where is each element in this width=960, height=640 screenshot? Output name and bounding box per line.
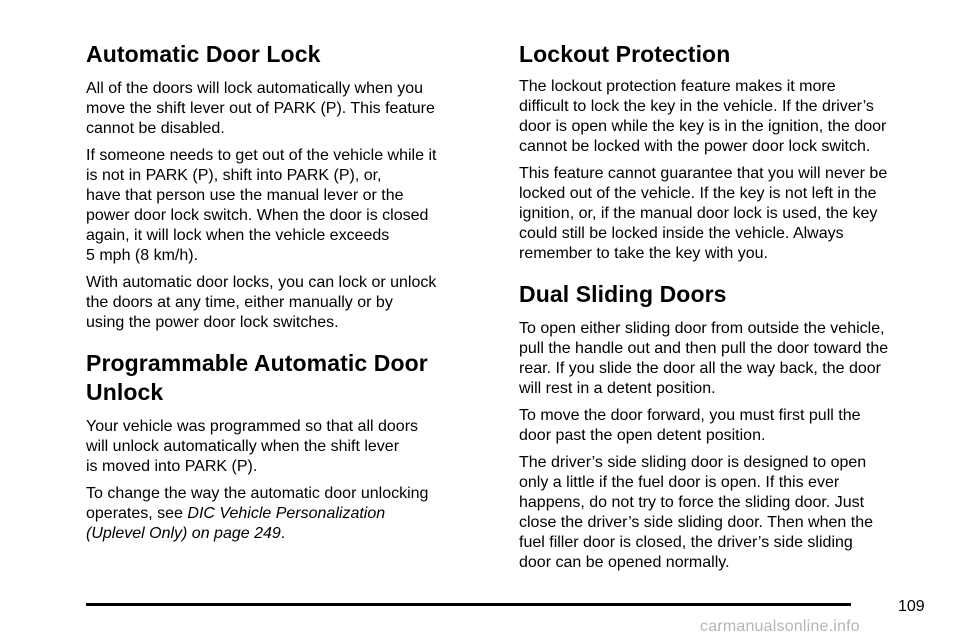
heading-line: Unlock [86,379,164,405]
text-line: With automatic door locks, you can lock or unlock [86,274,437,291]
paragraph [86,273,496,333]
text-line: locked out of the vehicle. If the key is not left in the [519,185,877,202]
heading-lockout-protection: Lockout Protection [519,41,731,67]
paragraph [519,77,931,157]
text-line: cannot be disabled. [86,120,225,137]
text-line: difficult to lock the key in the vehicle. If the driver’s [519,98,874,115]
text-line: door past the open detent position. [519,427,766,444]
page-number: 109 [898,598,925,615]
heading-automatic-door-lock: Automatic Door Lock [86,41,321,67]
text-line [86,524,496,544]
paragraph [86,146,496,266]
right-column [519,40,931,580]
footer-divider [86,603,851,606]
text-line: This feature cannot guarantee that you will never be [519,165,888,182]
text-line: door is open while the key is in the ignition, the door [519,118,887,135]
text-fragment: operates, see [86,505,188,522]
text-line: 5 mph (8 km/h). [86,247,199,264]
text-line: could still be locked inside the vehicle. Always [519,225,844,242]
text-line: will rest in a detent position. [519,380,716,397]
section-automatic-door-lock [86,40,496,333]
cross-reference-link[interactable]: (Uplevel Only) on page 249 [86,525,281,542]
text-line: All of the doors will lock automatically when you [86,80,424,97]
text-line: fuel filler door is closed, the driver’s side sliding [519,534,853,551]
text-fragment: . [280,525,286,542]
text-line: power door lock switch. When the door is closed [86,207,429,224]
text-line [86,504,496,524]
text-line: Your vehicle was programmed so that all doors [86,418,419,435]
heading-programmable-automatic-door-unlock [86,349,496,407]
text-line: again, it will lock when the vehicle exceeds [86,227,390,244]
section-lockout-protection [519,40,931,264]
heading-line: Programmable Automatic Door [86,350,428,376]
text-line: move the shift lever out of PARK (P). This feature [86,100,435,117]
text-line: If someone needs to get out of the vehicle while it [86,147,437,164]
text-line: To open either sliding door from outside the vehicle, [519,320,885,337]
text-line: have that person use the manual lever or the [86,187,404,204]
text-line: is not in PARK (P), shift into PARK (P), or, [86,167,382,184]
text-line: door can be opened normally. [519,554,730,571]
text-line: only a little if the fuel door is open. If this ever [519,474,840,491]
paragraph [519,453,931,573]
text-line: The driver’s side sliding door is designed to open [519,454,867,471]
watermark: carmanualsonline.info [700,618,860,635]
text-line: remember to take the key with you. [519,245,768,262]
paragraph [519,164,931,264]
text-line: will unlock automatically when the shift lever [86,438,400,455]
text-line: is moved into PARK (P). [86,458,258,475]
text-line: pull the handle out and then pull the door toward the [519,340,889,357]
text-line: close the driver’s side sliding door. Then when the [519,514,873,531]
section-dual-sliding-doors [519,280,931,573]
text-line: To move the door forward, you must first pull the [519,407,861,424]
text-line: The lockout protection feature makes it more [519,78,836,95]
section-programmable-unlock [86,349,496,544]
text-line: rear. If you slide the door all the way back, the door [519,360,881,377]
paragraph [86,79,496,139]
text-line: happens, do not try to force the sliding door. Just [519,494,865,511]
paragraph [519,406,931,446]
text-line: cannot be locked with the power door lock switch. [519,138,871,155]
text-line: the doors at any time, either manually or by [86,294,393,311]
paragraph [86,484,496,544]
cross-reference-link[interactable]: DIC Vehicle Personalization [187,505,386,522]
left-column [86,40,496,551]
text-line: To change the way the automatic door unlocking [86,485,429,502]
paragraph [519,319,931,399]
text-line: using the power door lock switches. [86,314,339,331]
heading-dual-sliding-doors: Dual Sliding Doors [519,281,727,307]
paragraph [86,417,496,477]
text-line: ignition, or, if the manual door lock is used, the key [519,205,878,222]
